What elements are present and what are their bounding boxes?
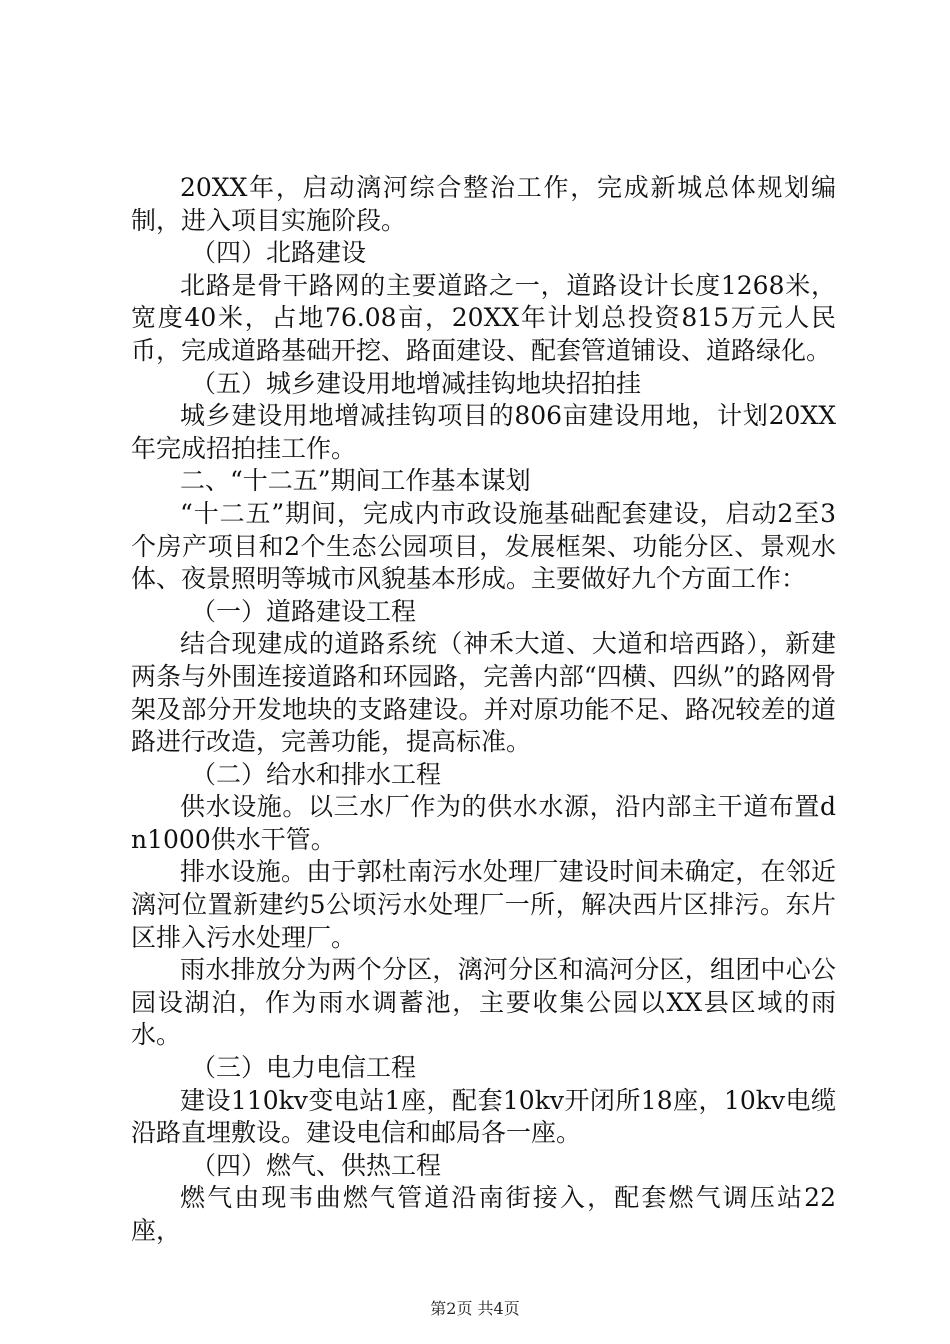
paragraph-heading: （四）燃气、供热工程 — [191, 1150, 442, 1180]
paragraph-heading: （二）给水和排水工程 — [191, 759, 442, 789]
paragraph-body: 城乡建设用地增减挂钩项目的806亩建设用地，计划20XX年完成招拍挂工作。 — [131, 401, 836, 463]
paragraph-heading: （四）北路建设 — [191, 238, 367, 268]
paragraph-body: 燃气由现韦曲燃气管道沿南街接入，配套燃气调压站22座， — [131, 1183, 836, 1245]
paragraph-body: 北路是骨干路网的主要道路之一，道路设计长度1268米，宽度40米，占地76.08亩，20XX年计划总投资815万元人民币，完成道路基础开挖、路面建设、配套管道铺设、道路绿化。 — [131, 270, 836, 365]
page-footer: 第2页 共4页 — [430, 1299, 520, 1318]
paragraph-body: 雨水排放分为两个分区，漓河分区和滈河分区，组团中心公园设湖泊，作为雨水调蓄池，主要收集公园以XX县区域的雨水。 — [131, 955, 836, 1050]
paragraph-heading: （五）城乡建设用地增减挂钩地块招拍挂 — [191, 368, 642, 398]
paragraph-body: 20XX年，启动漓河综合整治工作，完成新城总体规划编制，进入项目实施阶段。 — [131, 173, 836, 235]
paragraph-body: 结合现建成的道路系统（神禾大道、大道和培西路），新建两条与外围连接道路和环园路，完善内部“四横、四纵”的路网骨架及部分开发地块的支路建设。并对原功能不足、路况较差的道路进行改造，完善功能，提高标准。 — [131, 629, 836, 757]
paragraph-heading: （一）道路建设工程 — [191, 596, 417, 626]
paragraph-body: 供水设施。以三水厂作为的供水水源，沿内部主干道布置dn1000供水干管。 — [131, 792, 836, 854]
paragraph-body: 建设110kv变电站1座，配套10kv开闭所18座，10kv电缆沿路直埋敷设。建设电信和邮局各一座。 — [131, 1085, 836, 1148]
paragraph-body: 排水设施。由于郭杜南污水处理厂建设时间未确定，在邻近漓河位置新建约5公顷污水处理厂一所，解决西片区排污。东片区排入污水处理厂。 — [131, 857, 836, 952]
section-heading: 二、“十二五”期间工作基本谋划 — [180, 466, 531, 496]
paragraph-body: “十二五”期间，完成内市政设施基础配套建设，启动2至3个房产项目和2个生态公园项目，发展框架、功能分区、景观水体、夜景照明等城市风貌基本形成。主要做好九个方面工作： — [131, 498, 836, 594]
document-body — [131, 172, 836, 1248]
paragraph-heading: （三）电力电信工程 — [191, 1053, 417, 1083]
